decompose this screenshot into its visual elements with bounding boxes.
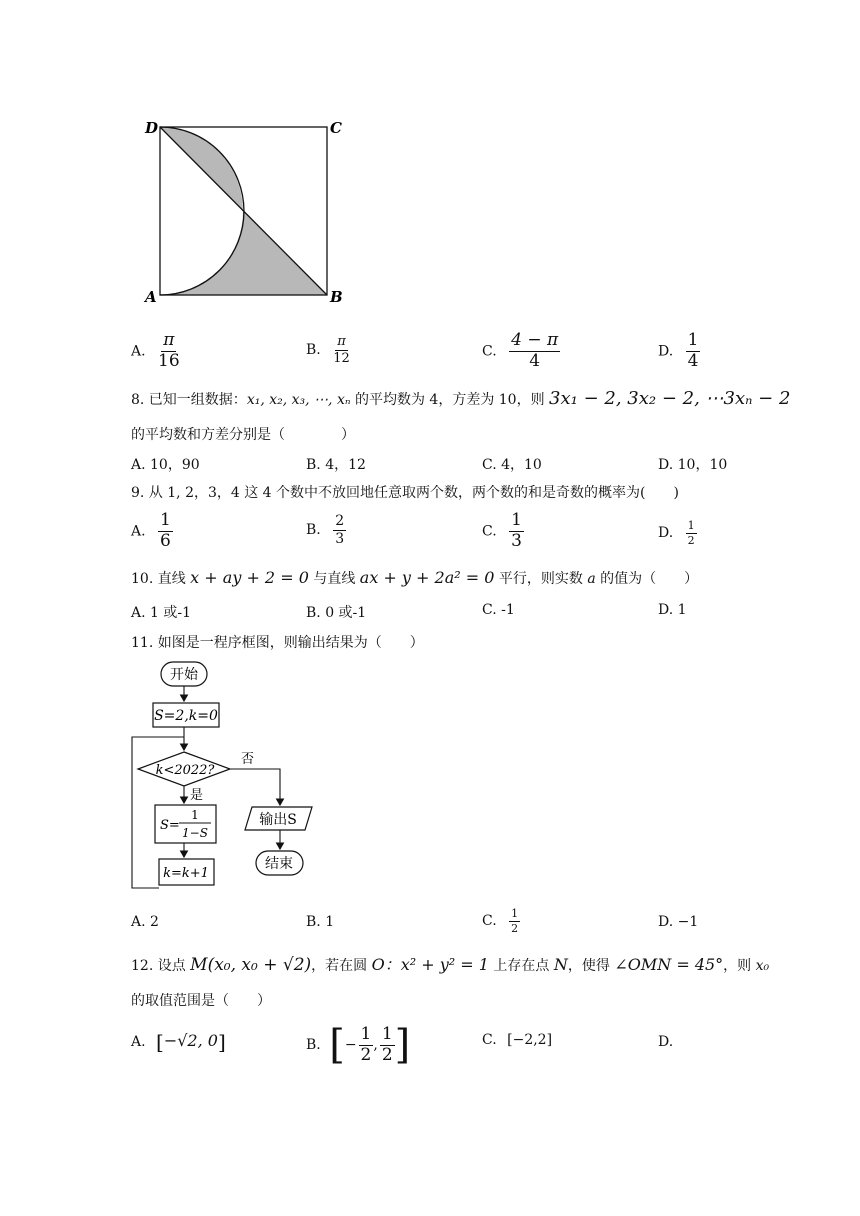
q11-option-b: B. 1 (306, 914, 335, 930)
q11-stem: 11. 如图是一程序框图，则输出结果为（ ） (131, 635, 424, 651)
label-b: B (330, 288, 343, 306)
q8-option-a: A. 10，90 (131, 457, 200, 473)
square-figure (140, 112, 355, 312)
q9-option-d: D. $\frac{1}{2}$ (658, 519, 695, 547)
label-a: A (145, 288, 157, 306)
flow-assign-num: 1 (191, 808, 199, 822)
q8-option-d: D. 10，10 (658, 457, 728, 473)
flow-yes-label: 是 (190, 788, 204, 803)
flow-output-text: 输出S (259, 812, 297, 828)
q9-option-b: B. $\frac{2}{3}$ (306, 513, 345, 547)
q9-stem: 9. 从 1, 2，3，4 这 4 个数中不放回地任意取两个数，两个数的和是奇数的概率为( ) (131, 485, 679, 501)
q7-option-c: C. $\frac{4 - \pi}{4}$ (482, 330, 559, 371)
q8-option-c: C. 4，10 (482, 457, 542, 473)
q12-stem: 12. 设点 M(x₀, x₀ + √2)，若在圆 O：x² + y² = 1 上存在点 N，使得 ∠OMN = 45°，则 x₀ (131, 955, 770, 975)
q7-option-b: B. $\frac{\pi}{12}$ (306, 334, 350, 366)
label-c: C (330, 119, 342, 137)
q9-option-a: A. $\frac{1}{6}$ (131, 510, 171, 551)
q10-option-a: A. 1 或-1 (131, 605, 192, 621)
q8-option-b: B. 4，12 (306, 457, 366, 473)
q7-option-a: A. $\frac{\pi}{16}$ (131, 330, 180, 371)
flow-init-text: S=2,k=0 (154, 708, 218, 724)
flow-assign-den: 1−S (182, 826, 208, 840)
flow-no-label: 否 (241, 752, 255, 767)
q11-option-d: D. −1 (658, 914, 699, 930)
q12-stem-cont: 的取值范围是（ ） (131, 993, 271, 1009)
q7-option-d: D. $\frac{1}{4}$ (658, 330, 699, 371)
flow-end-text: 结束 (265, 856, 293, 872)
q8-stem: 8. 已知一组数据：x₁, x₂, x₃, ⋯, xₙ 的平均数为 4，方差为 10，则 3x₁ − 2, 3x₂ − 2, ⋯3xₙ − 2 (131, 388, 791, 409)
flow-inc-text: k=k+1 (163, 866, 209, 881)
q11-option-c: C. $\frac{1}{2}$ (482, 907, 519, 935)
q10-option-c: C. -1 (482, 602, 515, 618)
flowchart (125, 655, 325, 900)
q12-option-a: A. [−√2, 0] (131, 1030, 226, 1054)
flow-assign-lhs: S= (160, 818, 180, 833)
q10-option-b: B. 0 或-1 (306, 605, 367, 621)
q8-stem-cont: 的平均数和方差分别是（ ） (131, 427, 355, 443)
flow-start-text: 开始 (170, 667, 198, 683)
q10-stem: 10. 直线 x + ay + 2 = 0 与直线 ax + y + 2a² = 0 平行，则实数 a 的值为（ ） (131, 568, 699, 587)
q12-option-c: C. [−2,2] (482, 1032, 553, 1048)
q12-option-d: D. (658, 1034, 674, 1050)
label-d: D (145, 119, 159, 137)
q10-option-d: D. 1 (658, 602, 687, 618)
q11-option-a: A. 2 (131, 914, 159, 930)
q12-option-b: B. [− $\frac{1}{2}$ , $\frac{1}{2}$ ] (306, 1022, 411, 1068)
flow-decision-text: k<2022? (155, 763, 215, 778)
q9-option-c: C. $\frac{1}{3}$ (482, 510, 522, 551)
